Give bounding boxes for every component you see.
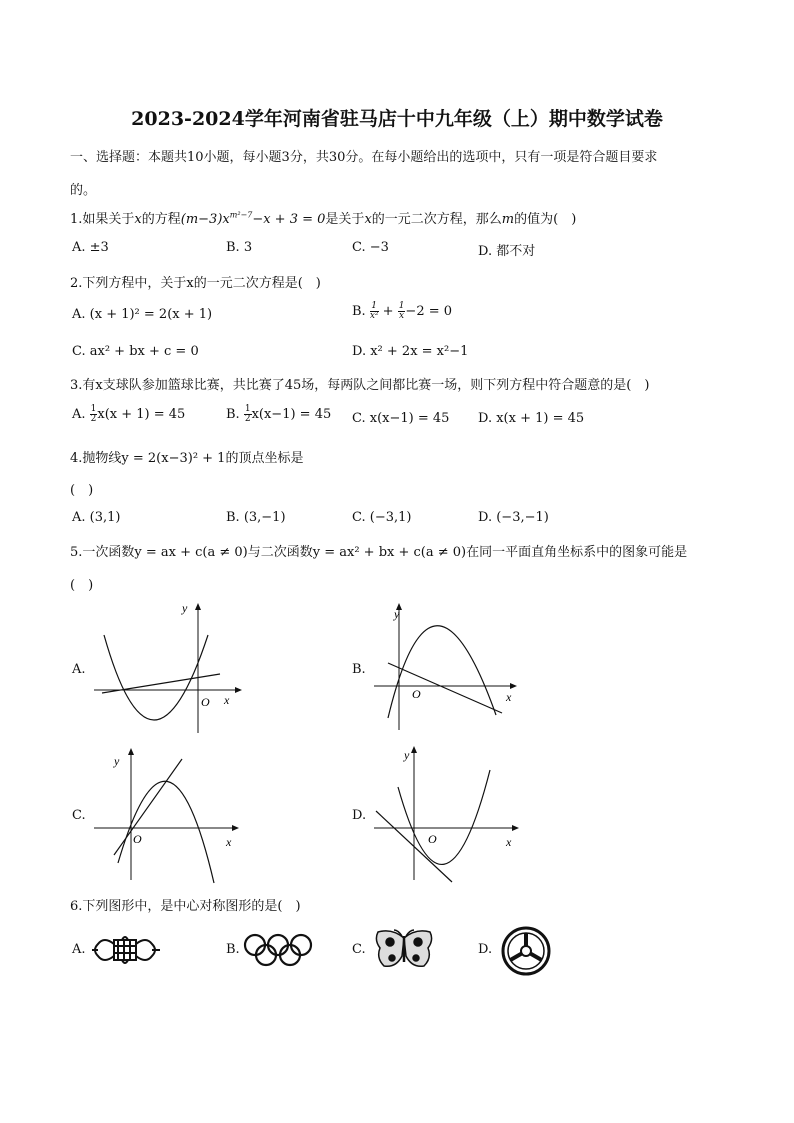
page-title: 2023-2024学年河南省驻马店十中九年级（上）期中数学试卷 bbox=[131, 108, 663, 130]
q5-graph-d bbox=[370, 745, 530, 885]
q3-stem: 3.有x支球队参加篮球比赛，共比赛了45场，每两队之间都比赛一场，则下列方程中符合题意的是( ) bbox=[70, 378, 650, 393]
q2-option-c: C. ax² + bx + c = 0 bbox=[72, 344, 199, 359]
q5-graph-d-y-label: y bbox=[404, 748, 410, 762]
q1-option-c: C. −3 bbox=[352, 240, 389, 255]
q5-graph-a-origin: O bbox=[201, 695, 210, 709]
section-heading-line1: 一、选择题：本题共10小题，每小题3分，共30分。在每小题给出的选项中，只有一项是符合题目要求 bbox=[70, 150, 658, 165]
q4-option-b: B. (3,−1) bbox=[226, 510, 286, 525]
q5-graph-b-x-label: x bbox=[506, 690, 512, 704]
q2-option-b-prefix: B. bbox=[352, 304, 370, 319]
q5-graph-b-origin: O bbox=[412, 687, 421, 701]
q3-option-a-expr: x(x + 1) = 45 bbox=[97, 407, 186, 422]
q6-label-c: C. bbox=[352, 942, 366, 957]
chinese-knot-icon bbox=[90, 932, 162, 968]
q3-option-d: D. x(x + 1) = 45 bbox=[478, 411, 585, 426]
q5-graph-b-y-label: y bbox=[394, 607, 400, 621]
q4-option-a: A. (3,1) bbox=[72, 510, 121, 525]
q2-option-b: B. $\frac{1}{\text{x²}}$ + $\frac{1}{x}$ −2 = 0 bbox=[352, 301, 453, 321]
q2-option-b-suffix: −2 = 0 bbox=[405, 304, 453, 319]
q6-stem: 6.下列图形中，是中心对称图形的是( ) bbox=[70, 899, 301, 914]
q4-option-c: C. (−3,1) bbox=[352, 510, 412, 525]
q2-option-a: A. (x + 1)² = 2(x + 1) bbox=[72, 307, 213, 322]
q5-graph-a bbox=[90, 600, 250, 735]
q6-label-d: D. bbox=[478, 942, 493, 957]
q5-graph-a-y-label: y bbox=[182, 601, 188, 615]
q5-graph-c-origin: O bbox=[133, 832, 142, 846]
q1-stem-part-a: 1.如果关于 bbox=[70, 212, 135, 227]
q6-label-b: B. bbox=[226, 942, 240, 957]
q1-option-a: A. ±3 bbox=[72, 240, 109, 255]
q1-option-b: B. 3 bbox=[226, 240, 253, 255]
q1-stem-part-d: 的一元二次方程，那么 bbox=[371, 212, 502, 227]
q1-stem: 1.如果关于x的方程$(m-3)x^{m^2-7}-x + 3 = 0$是关于x的一元二次方程，那么m的值为( ) bbox=[70, 210, 577, 227]
steering-wheel-icon bbox=[500, 925, 552, 977]
q5-paren: ( ) bbox=[70, 578, 94, 593]
q5-label-b: B. bbox=[352, 662, 366, 677]
q1-stem-part-e: 的值为( ) bbox=[514, 212, 577, 227]
q5-graph-c bbox=[90, 745, 250, 885]
q4-paren: ( ) bbox=[70, 483, 94, 498]
q5-graph-c-x-label: x bbox=[226, 835, 232, 849]
q5-graph-d-origin: O bbox=[428, 832, 437, 846]
q4-stem: 4.抛物线y = 2(x−3)² + 1的顶点坐标是 bbox=[70, 451, 304, 466]
q1-stem-part-c: 是关于 bbox=[325, 212, 365, 227]
q3-option-c: C. x(x−1) = 45 bbox=[352, 411, 450, 426]
q4-option-d: D. (−3,−1) bbox=[478, 510, 549, 525]
q5-graph-d-x-label: x bbox=[506, 835, 512, 849]
q1-option-d: D. 都不对 bbox=[478, 244, 536, 259]
section-heading-line2: 的。 bbox=[70, 183, 97, 198]
butterfly-icon bbox=[372, 928, 436, 970]
q2-stem: 2.下列方程中，关于x的一元二次方程是( ) bbox=[70, 276, 321, 291]
q5-graph-b bbox=[370, 600, 530, 735]
q5-label-d: D. bbox=[352, 808, 367, 823]
q5-label-a: A. bbox=[72, 662, 86, 677]
q1-stem-part-b: 的方程 bbox=[141, 212, 181, 227]
q5-label-c: C. bbox=[72, 808, 86, 823]
q2-option-d: D. x² + 2x = x²−1 bbox=[352, 344, 469, 359]
q5-graph-c-y-label: y bbox=[114, 754, 120, 768]
q5-graph-a-x-label: x bbox=[224, 693, 230, 707]
q3-option-b-expr: x(x−1) = 45 bbox=[251, 407, 332, 422]
q5-stem: 5.一次函数y = ax + c(a ≠ 0)与二次函数y = ax² + bx + c(a ≠ 0)在同一平面直角坐标系中的图象可能是 bbox=[70, 545, 688, 560]
q6-label-a: A. bbox=[72, 942, 86, 957]
q3-option-a: A. $\frac{1}{2}$ x(x + 1) = 45 bbox=[72, 404, 186, 424]
olympic-rings-icon bbox=[243, 932, 315, 968]
q3-option-b: B. $\frac{1}{2}$ x(x−1) = 45 bbox=[226, 404, 332, 424]
